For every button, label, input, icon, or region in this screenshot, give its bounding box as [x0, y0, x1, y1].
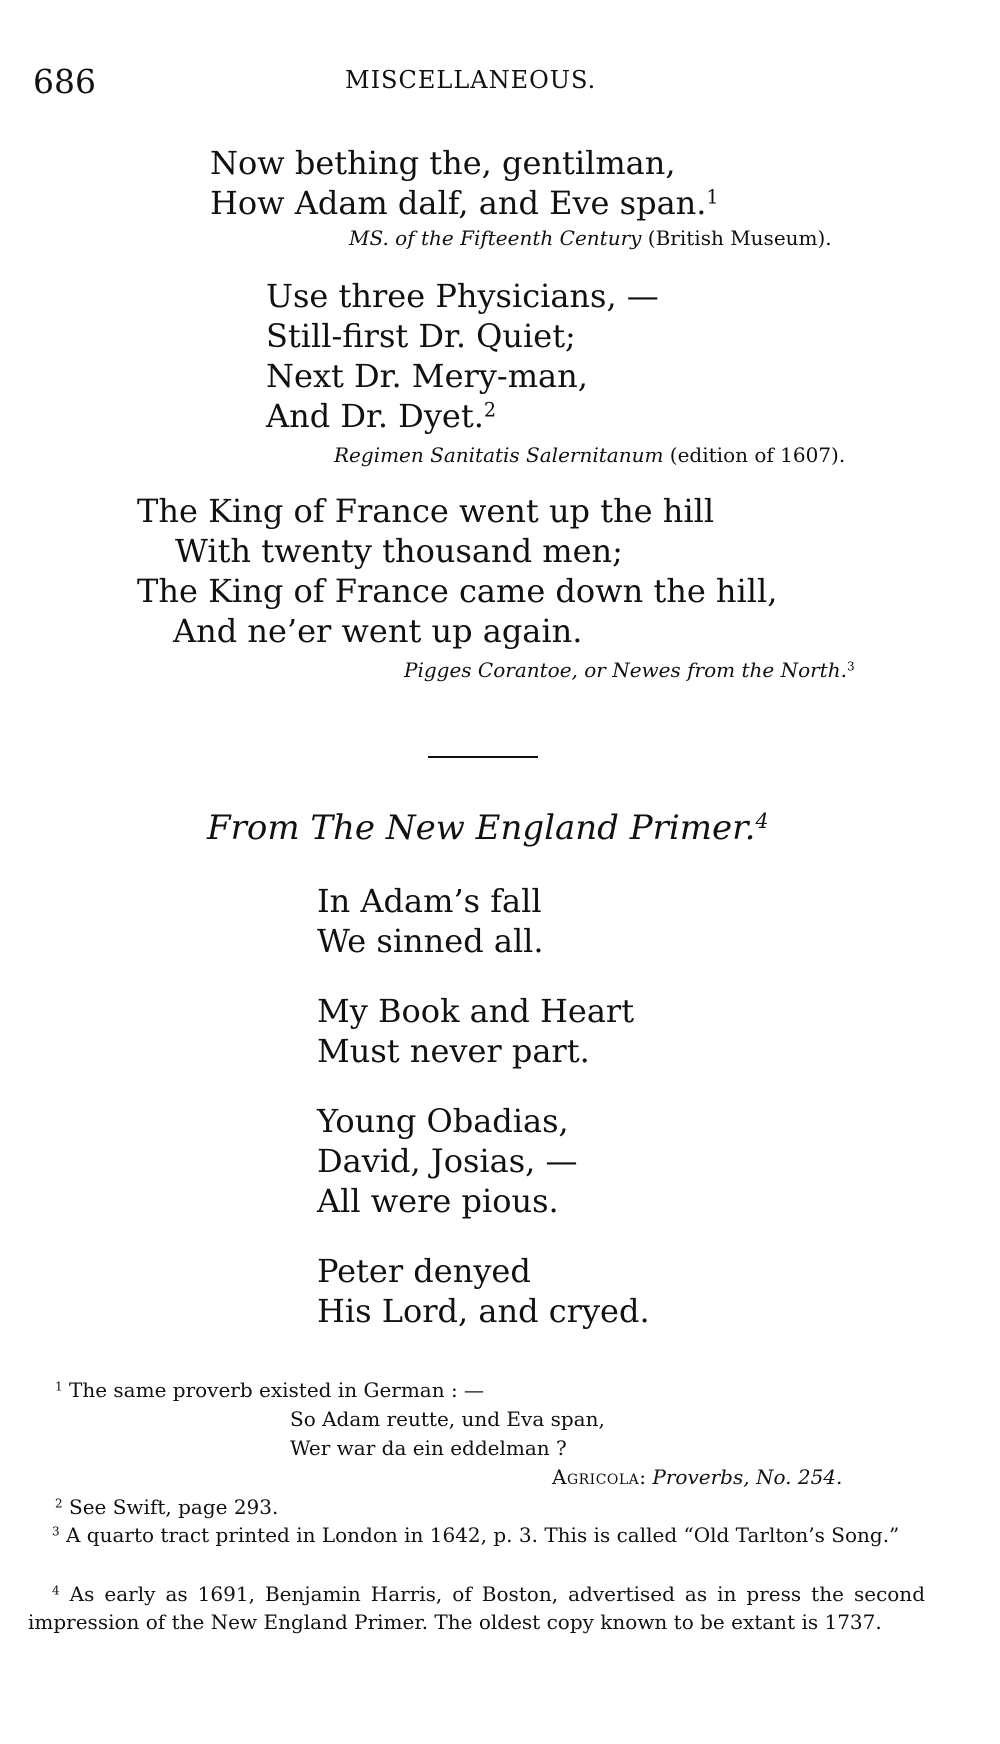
running-head: MISCELLANEOUS.	[345, 66, 597, 94]
verse-line: In Adam’s fall	[317, 882, 542, 920]
footnote-ref: 2	[483, 398, 497, 422]
footnote-4: $^4$ As early as 1691, Benjamin Harris, of Boston, advertised as in press the second impression of the New England Primer. The oldest copy known to be extant is 1737.	[28, 1582, 925, 1634]
verse-line: The King of France went up the hill	[137, 492, 715, 530]
section-divider	[428, 756, 538, 758]
verse-line: Now bething the, gentilman,	[210, 144, 676, 182]
section-title: From The New England Primer.$^4$	[207, 808, 769, 848]
verse-line: With twenty thousand men;	[175, 532, 623, 570]
verse-line: We sinned all.	[317, 922, 544, 960]
footnote-1: $^1$ The same proverb existed in German : —	[55, 1378, 485, 1402]
verse-line: Still-first Dr. Quiet;	[266, 317, 576, 355]
attribution: Regimen Sanitatis Salernitanum (edition of 1607).	[334, 443, 846, 467]
verse-line: Use three Physicians, —	[266, 277, 659, 315]
verse-line: And Dr. Dyet.$^2$	[266, 397, 497, 435]
verse-line: All were pious.	[317, 1182, 559, 1220]
verse-line: Next Dr. Mery-man,	[266, 357, 588, 395]
verse-line: The King of France came down the hill,	[137, 572, 778, 610]
verse-line: And ne’er went up again.	[173, 612, 583, 650]
verse-line: How Adam dalf, and Eve span.$^1$	[210, 184, 719, 222]
footnote-attribution: Agricola: Proverbs, No. 254.	[552, 1465, 843, 1489]
footnote-ref: 1	[706, 185, 719, 209]
page-number: 686	[33, 62, 96, 101]
footnote-3: $^3$ A quarto tract printed in London in 1642, p. 3. This is called “Old Tarlton’s Song.”	[52, 1523, 900, 1547]
footnote-ref: 4	[755, 808, 769, 833]
verse-line: David, Josias, —	[317, 1142, 578, 1180]
verse-line: Peter denyed	[317, 1252, 531, 1290]
verse-line: Must never part.	[317, 1032, 590, 1070]
footnote-quote-line: So Adam reutte, und Eva span,	[290, 1407, 605, 1431]
footnote-2: $^2$ See Swift, page 293.	[55, 1495, 279, 1519]
attribution: MS. of the Fifteenth Century (British Museum).	[349, 226, 832, 250]
verse-line: Young Obadias,	[317, 1102, 569, 1140]
footnote-quote-line: Wer war da ein eddelman ?	[290, 1436, 567, 1460]
footnote-ref: 3	[846, 659, 855, 674]
verse-line: My Book and Heart	[317, 992, 635, 1030]
verse-line: His Lord, and cryed.	[317, 1292, 650, 1330]
attribution: Pigges Corantoe, or Newes from the North.$^3$	[404, 658, 855, 682]
